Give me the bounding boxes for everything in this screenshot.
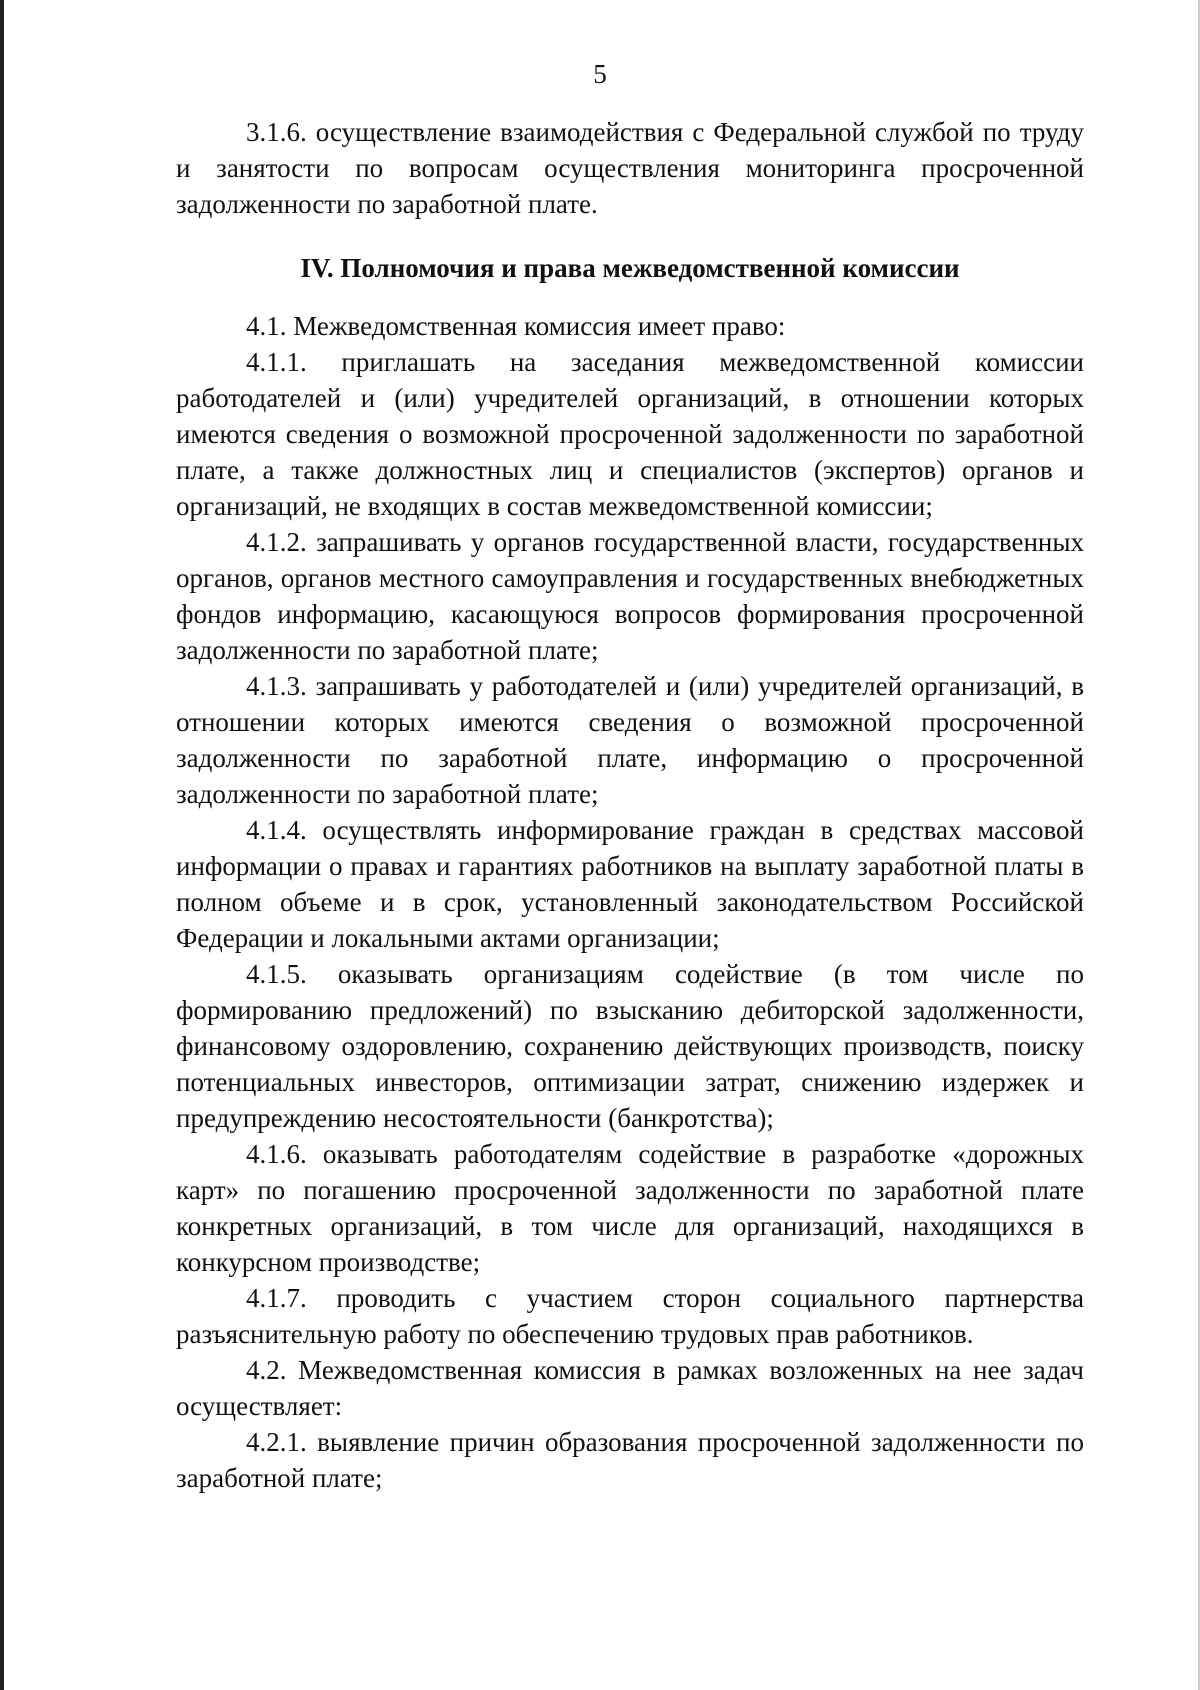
paragraph-4-1-5: 4.1.5. оказывать организациям содействие (в том числе по формированию предложений) по взысканию дебиторской задолженности, финансовому оздоровлению, сохранению действующих производств, поиску потенциальных инвесторов, оптимизации затрат, снижению издержек и предупреждению несостоятельности (банкротства); bbox=[176, 959, 1084, 1133]
paragraph-4-1-3: 4.1.3. запрашивать у работодателей и (или) учредителей организаций, в отношении которых имеются сведения о возможной просроченной задолженности по заработной плате, информацию о просроченной задолженности по заработной плате; bbox=[176, 671, 1084, 809]
paragraph-4-1-6: 4.1.6. оказывать работодателям содействие в разработке «дорожных карт» по погашению просроченной задолженности по заработной плате конкретных организаций, в том числе для организаций, находящихся в конкурсном производстве; bbox=[176, 1139, 1084, 1277]
paragraph-4-1-7: 4.1.7. проводить с участием сторон социального партнерства разъяснительную работу по обеспечению трудовых прав работников. bbox=[176, 1283, 1084, 1349]
scan-edge-left bbox=[0, 0, 4, 1690]
paragraph-4-2: 4.2. Межведомственная комиссия в рамках возложенных на нее задач осуществляет: bbox=[176, 1355, 1084, 1421]
page-number: 5 bbox=[593, 59, 607, 89]
paragraph-4-1-4: 4.1.4. осуществлять информирование граждан в средствах массовой информации о правах и гарантиях работников на выплату заработной платы в полном объеме и в срок, установленный законодательством Российской Федерации и локальными актами организации; bbox=[176, 815, 1084, 953]
document-body bbox=[176, 114, 1084, 1496]
paragraph-4-1: 4.1. Межведомственная комиссия имеет право: bbox=[246, 311, 786, 341]
section-heading: IV. Полномочия и права межведомственной комиссии bbox=[300, 253, 960, 283]
paragraph-4-1-2: 4.1.2. запрашивать у органов государственной власти, государственных органов, органов местного самоуправления и государственных внебюджетных фондов информацию, касающуюся вопросов формирования просроченной задолженности по заработной плате; bbox=[176, 527, 1084, 665]
paragraph-4-1-1: 4.1.1. приглашать на заседания межведомственной комиссии работодателей и (или) учредителей организаций, в отношении которых имеются сведения о возможной просроченной задолженности по заработной плате, а также должностных лиц и специалистов (экспертов) органов и организаций, не входящих в состав межведомственной комиссии; bbox=[176, 347, 1084, 521]
paragraph-3-1-6: 3.1.6. осуществление взаимодействия с Федеральной службой по труду и занятости по вопросам осуществления мониторинга просроченной задолженности по заработной плате. bbox=[176, 117, 1084, 219]
paragraph-4-2-1: 4.2.1. выявление причин образования просроченной задолженности по заработной плате; bbox=[176, 1427, 1084, 1493]
